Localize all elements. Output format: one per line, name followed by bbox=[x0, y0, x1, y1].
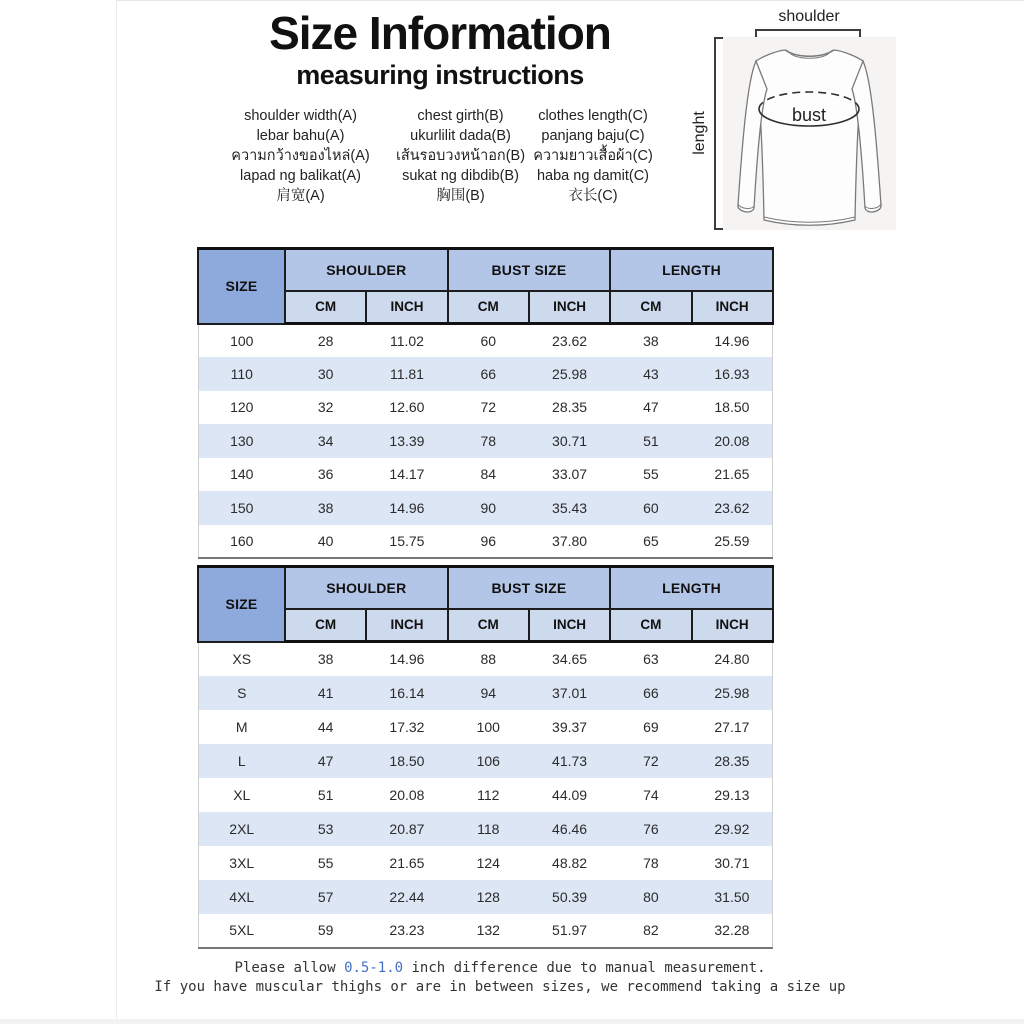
value-cell: 82 bbox=[610, 914, 691, 948]
measurement-note-line2: If you have muscular thighs or are in between sizes, we recommend taking a size up bbox=[154, 979, 846, 995]
inch-unit-header: INCH bbox=[366, 291, 447, 324]
table-row bbox=[198, 880, 773, 914]
table-row bbox=[198, 525, 773, 559]
value-cell: 72 bbox=[480, 399, 497, 416]
size-cell: 4XL bbox=[198, 880, 285, 914]
table-row bbox=[198, 710, 773, 744]
size-table-numeric bbox=[197, 247, 774, 559]
value-cell: 53 bbox=[317, 820, 334, 837]
value-cell: 16.93 bbox=[692, 357, 773, 391]
length-group-header: LENGTH bbox=[610, 567, 773, 609]
shirt-measuring-diagram bbox=[690, 0, 1024, 240]
value-cell: 63 bbox=[643, 651, 659, 668]
value-cell: 96 bbox=[448, 525, 529, 559]
value-cell: 23.23 bbox=[366, 914, 447, 948]
value-cell: 15.75 bbox=[366, 525, 447, 559]
value-cell: 80 bbox=[643, 888, 659, 905]
value-cell: 28.35 bbox=[552, 399, 588, 416]
measure-label: 衣长(C) bbox=[568, 188, 618, 204]
value-cell: 55 bbox=[317, 854, 334, 871]
value-cell: 46.46 bbox=[552, 820, 588, 837]
inch-unit-header: INCH bbox=[529, 291, 610, 324]
value-cell: 66 bbox=[480, 365, 497, 382]
table-row bbox=[198, 491, 773, 525]
value-cell: 29.13 bbox=[692, 778, 773, 812]
measure-label: เส้นรอบวงหน้าอก(B) bbox=[395, 148, 526, 164]
value-cell: 100 bbox=[476, 718, 500, 735]
value-cell: 14.17 bbox=[389, 466, 425, 483]
value-cell: 18.50 bbox=[692, 391, 773, 425]
size-cell: M bbox=[198, 710, 285, 744]
value-cell: 90 bbox=[480, 499, 497, 516]
value-cell: 23.62 bbox=[552, 333, 588, 349]
value-cell: 38 bbox=[643, 333, 659, 349]
table-row bbox=[198, 458, 773, 492]
size-cell: 150 bbox=[198, 491, 285, 525]
size-cell: 110 bbox=[198, 357, 285, 391]
value-cell: 18.50 bbox=[389, 752, 425, 769]
value-cell: 27.17 bbox=[692, 710, 773, 744]
size-cell: 120 bbox=[198, 391, 285, 425]
value-cell: 12.60 bbox=[389, 399, 425, 416]
measure-label: chest girth(B) bbox=[417, 108, 504, 124]
table-row bbox=[198, 424, 773, 458]
value-cell: 88 bbox=[480, 651, 497, 668]
value-cell: 57 bbox=[317, 888, 334, 905]
tolerance-value: 0.5-1.0 bbox=[344, 960, 404, 976]
value-cell: 30 bbox=[317, 365, 334, 382]
cm-unit-header: CM bbox=[610, 609, 691, 642]
value-cell: 65 bbox=[610, 525, 691, 559]
value-cell: 20.87 bbox=[389, 820, 425, 837]
value-cell: 14.96 bbox=[389, 499, 425, 516]
size-cell: 5XL bbox=[198, 914, 285, 948]
size-column-header: SIZE bbox=[198, 567, 285, 642]
value-cell: 59 bbox=[285, 914, 366, 948]
value-cell: 66 bbox=[643, 684, 659, 701]
value-cell: 60 bbox=[480, 333, 497, 349]
measure-label: sukat ng dibdib(B) bbox=[402, 168, 519, 184]
value-cell: 21.65 bbox=[389, 854, 425, 871]
length-dimension-bracket bbox=[714, 37, 723, 230]
value-cell: 41 bbox=[317, 684, 334, 701]
size-table-numeric-wrap bbox=[197, 247, 774, 559]
cm-unit-header: CM bbox=[448, 609, 529, 642]
value-cell: 69 bbox=[643, 718, 659, 735]
table-row bbox=[198, 778, 773, 812]
shirt-diagram-svg bbox=[723, 37, 896, 230]
size-cell: 130 bbox=[198, 424, 285, 458]
value-cell: 11.81 bbox=[389, 365, 424, 382]
value-cell: 74 bbox=[643, 786, 659, 803]
value-cell: 51 bbox=[317, 786, 334, 803]
value-cell: 20.08 bbox=[692, 424, 773, 458]
page-title: Size Information bbox=[269, 7, 611, 59]
inch-unit-header: INCH bbox=[692, 291, 773, 324]
value-cell: 14.96 bbox=[389, 651, 425, 668]
size-cell: 140 bbox=[198, 458, 285, 492]
inch-unit-header: INCH bbox=[529, 609, 610, 642]
measure-label: ความกว้างของไหล่(A) bbox=[231, 148, 370, 164]
value-cell: 24.80 bbox=[692, 642, 773, 676]
value-cell: 30.71 bbox=[692, 846, 773, 880]
size-table-letter bbox=[197, 565, 774, 949]
table-row bbox=[198, 846, 773, 880]
size-cell: XS bbox=[198, 642, 285, 676]
value-cell: 36 bbox=[317, 466, 334, 483]
value-cell: 124 bbox=[476, 854, 500, 871]
value-cell: 84 bbox=[480, 466, 497, 483]
value-cell: 112 bbox=[477, 786, 500, 803]
value-cell: 128 bbox=[476, 888, 500, 905]
size-table-letter-wrap bbox=[197, 565, 774, 949]
measurement-note bbox=[88, 959, 912, 997]
value-cell: 55 bbox=[643, 466, 659, 483]
value-cell: 22.44 bbox=[389, 888, 425, 905]
cm-unit-header: CM bbox=[448, 291, 529, 324]
value-cell: 13.39 bbox=[389, 432, 425, 449]
size-cell: L bbox=[198, 744, 285, 778]
value-cell: 132 bbox=[448, 914, 529, 948]
value-cell: 14.96 bbox=[692, 324, 773, 358]
value-cell: 30.71 bbox=[552, 432, 588, 449]
measure-label-column-length bbox=[498, 106, 688, 206]
measurement-note-line1: Please allow 0.5-1.0 inch difference due to manual measurement. bbox=[234, 960, 766, 976]
value-cell: 17.32 bbox=[389, 718, 425, 735]
measure-label: shoulder width(A) bbox=[244, 108, 357, 124]
value-cell: 38 bbox=[317, 499, 334, 516]
value-cell: 23.62 bbox=[692, 491, 773, 525]
size-cell: 3XL bbox=[198, 846, 285, 880]
value-cell: 47 bbox=[317, 752, 334, 769]
value-cell: 21.65 bbox=[692, 458, 773, 492]
size-cell: 2XL bbox=[198, 812, 285, 846]
shoulder-group-header: SHOULDER bbox=[285, 567, 448, 609]
value-cell: 50.39 bbox=[552, 888, 588, 905]
value-cell: 20.08 bbox=[389, 786, 425, 803]
value-cell: 32.28 bbox=[692, 914, 773, 948]
value-cell: 60 bbox=[643, 499, 659, 516]
table-row bbox=[198, 914, 773, 948]
bottom-margin-rule bbox=[0, 1019, 1024, 1024]
cm-unit-header: CM bbox=[285, 609, 366, 642]
measure-label: ความยาวเสื้อผ้า(C) bbox=[533, 148, 653, 164]
value-cell: 28 bbox=[317, 333, 334, 349]
shoulder-dimension-label: shoulder bbox=[778, 8, 840, 25]
left-margin-rule bbox=[116, 0, 117, 1024]
value-cell: 72 bbox=[643, 752, 659, 769]
measure-label: 肩宽(A) bbox=[276, 188, 325, 204]
title-block bbox=[170, 8, 710, 91]
value-cell: 94 bbox=[480, 684, 497, 701]
value-cell: 41.73 bbox=[552, 752, 588, 769]
inch-unit-header: INCH bbox=[692, 609, 773, 642]
value-cell: 35.43 bbox=[552, 499, 588, 516]
value-cell: 37.80 bbox=[529, 525, 610, 559]
value-cell: 78 bbox=[480, 432, 497, 449]
value-cell: 11.02 bbox=[389, 333, 424, 349]
value-cell: 25.98 bbox=[552, 365, 588, 382]
value-cell: 51.97 bbox=[529, 914, 610, 948]
value-cell: 48.82 bbox=[552, 854, 588, 871]
value-cell: 31.50 bbox=[692, 880, 773, 914]
size-column-header: SIZE bbox=[198, 249, 285, 324]
length-group-header: LENGTH bbox=[610, 249, 773, 291]
value-cell: 106 bbox=[476, 752, 500, 769]
size-cell: 100 bbox=[198, 324, 285, 358]
length-dimension-label: lenght bbox=[691, 111, 708, 155]
measure-label: clothes length(C) bbox=[538, 108, 648, 124]
value-cell: 32 bbox=[317, 399, 334, 416]
value-cell: 39.37 bbox=[552, 718, 588, 735]
value-cell: 44 bbox=[317, 718, 334, 735]
size-cell: S bbox=[198, 676, 285, 710]
measure-label: haba ng damit(C) bbox=[536, 168, 650, 184]
measure-label: lebar bahu(A) bbox=[256, 128, 345, 144]
bust-group-header: BUST SIZE bbox=[448, 567, 611, 609]
measure-label: ukurlilit dada(B) bbox=[410, 128, 511, 144]
value-cell: 34.65 bbox=[552, 651, 588, 668]
bust-dimension-label: bust bbox=[791, 105, 827, 125]
size-cell: XL bbox=[198, 778, 285, 812]
value-cell: 78 bbox=[643, 854, 659, 871]
value-cell: 34 bbox=[317, 432, 334, 449]
value-cell: 37.01 bbox=[552, 684, 588, 701]
page-subtitle: measuring instructions bbox=[296, 59, 584, 90]
value-cell: 44.09 bbox=[552, 786, 588, 803]
cm-unit-header: CM bbox=[285, 291, 366, 324]
inch-unit-header: INCH bbox=[366, 609, 447, 642]
measure-label: lapad ng balikat(A) bbox=[240, 168, 361, 184]
bust-group-header: BUST SIZE bbox=[448, 249, 611, 291]
table-row bbox=[198, 642, 773, 676]
table-row bbox=[198, 324, 773, 358]
table-row bbox=[198, 391, 773, 425]
value-cell: 118 bbox=[477, 820, 500, 837]
value-cell: 43 bbox=[643, 365, 659, 382]
table-row bbox=[198, 744, 773, 778]
value-cell: 40 bbox=[285, 525, 366, 559]
measure-label: 胸围(B) bbox=[436, 188, 485, 204]
shoulder-group-header: SHOULDER bbox=[285, 249, 448, 291]
measure-label: panjang baju(C) bbox=[541, 128, 645, 144]
value-cell: 25.98 bbox=[692, 676, 773, 710]
size-cell: 160 bbox=[198, 525, 285, 559]
value-cell: 47 bbox=[643, 399, 659, 416]
value-cell: 28.35 bbox=[692, 744, 773, 778]
table-row bbox=[198, 676, 773, 710]
value-cell: 51 bbox=[643, 432, 659, 449]
table-row bbox=[198, 357, 773, 391]
value-cell: 33.07 bbox=[552, 466, 588, 483]
cm-unit-header: CM bbox=[610, 291, 691, 324]
table-row bbox=[198, 812, 773, 846]
value-cell: 29.92 bbox=[692, 812, 773, 846]
value-cell: 16.14 bbox=[389, 684, 425, 701]
value-cell: 25.59 bbox=[692, 525, 773, 559]
value-cell: 76 bbox=[643, 820, 659, 837]
value-cell: 38 bbox=[317, 651, 334, 668]
